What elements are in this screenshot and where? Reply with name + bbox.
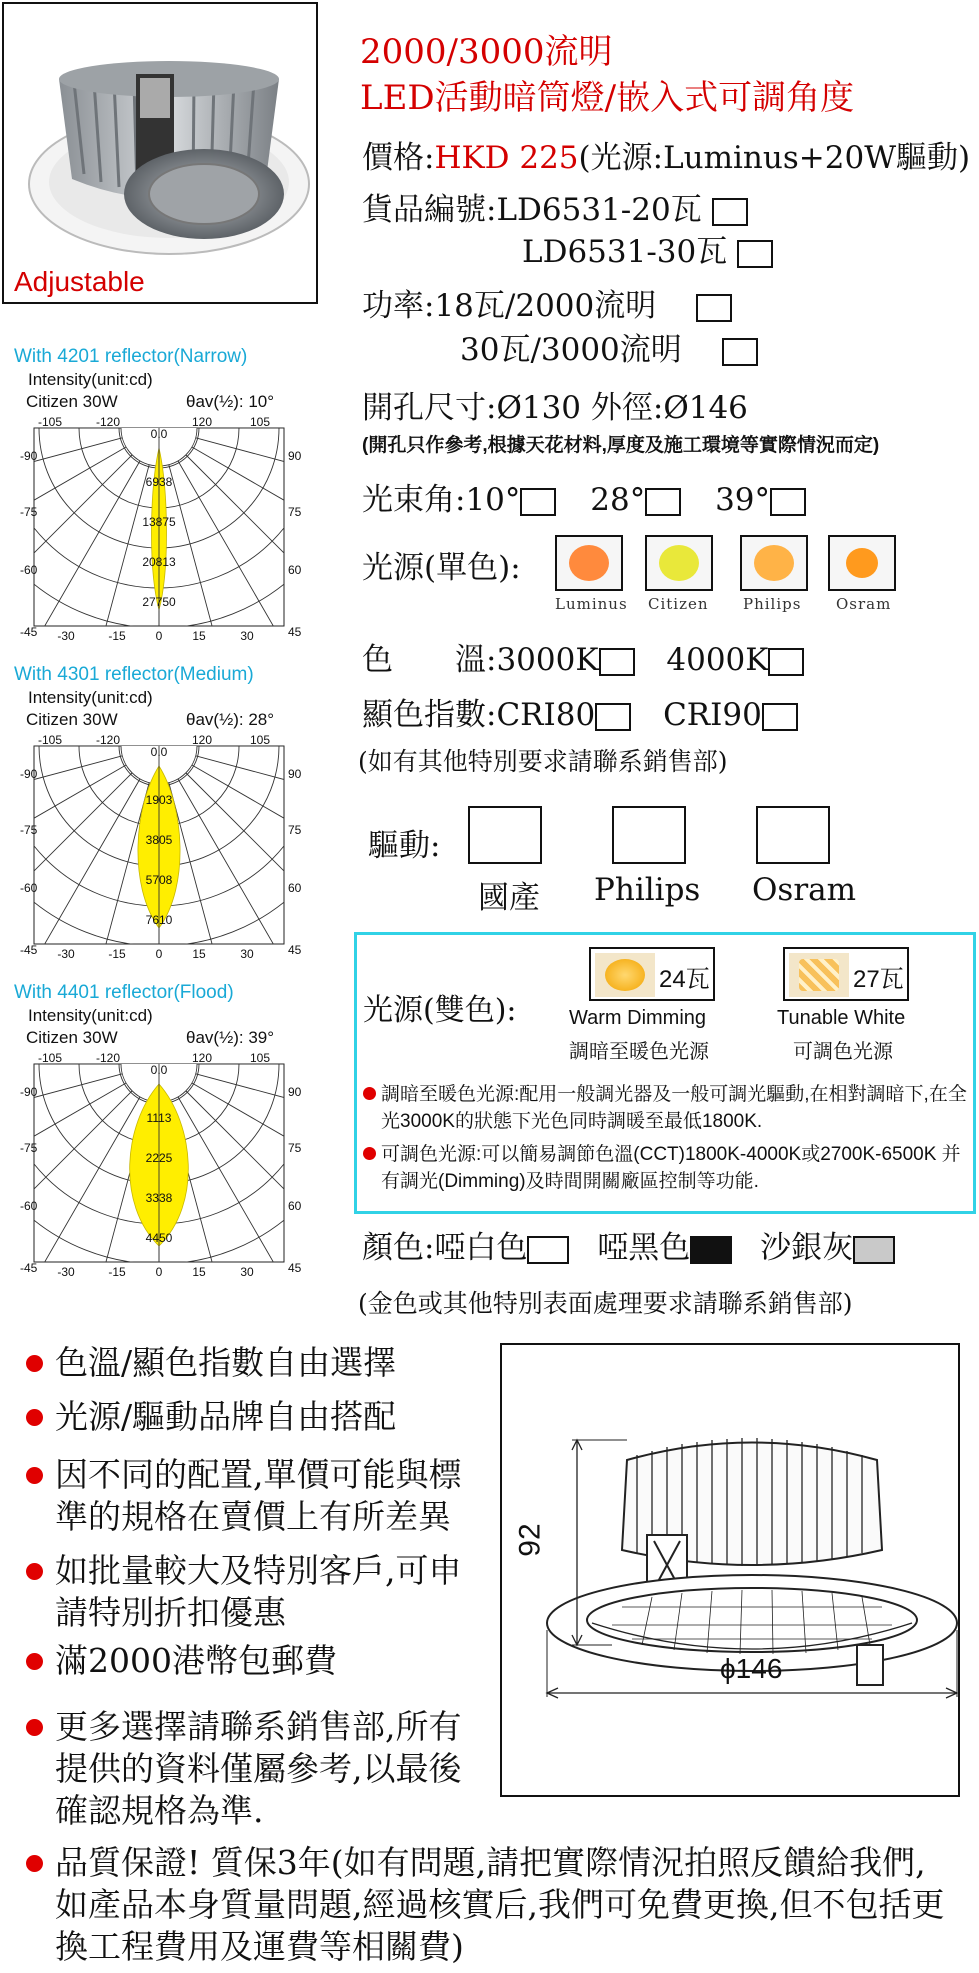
power-checkbox[interactable] bbox=[696, 294, 732, 322]
polar-ring-label: 0.0 bbox=[150, 427, 168, 441]
beam-option: 10° bbox=[465, 482, 521, 518]
price-value: HKD 225 bbox=[434, 140, 579, 176]
product-photo-frame bbox=[2, 2, 318, 304]
cct-option: 4000K bbox=[666, 642, 769, 678]
power-option: 18瓦/2000流明 bbox=[434, 288, 657, 324]
polar-bottom-tick: 15 bbox=[192, 629, 206, 643]
polar-bottom-tick: -15 bbox=[108, 947, 126, 961]
cct-checkbox[interactable] bbox=[768, 648, 804, 676]
polar-bottom-tick: 30 bbox=[240, 629, 254, 643]
feature-text: 滿2000港幣包郵費 bbox=[55, 1641, 337, 1680]
driver-checkbox-osram[interactable] bbox=[756, 806, 830, 864]
polar-intensity: Intensity(unit:cd) bbox=[28, 688, 153, 707]
polar-bottom-tick: 0 bbox=[155, 947, 163, 961]
feature-text: 因不同的配置,單價可能與標準的規格在賣價上有所差異 bbox=[55, 1455, 462, 1536]
polar-source: Citizen 30W bbox=[26, 392, 118, 411]
dual-chip-tunable-watt: 27瓦 bbox=[853, 966, 904, 993]
polar-top-tick: 120 bbox=[192, 734, 213, 747]
dual-source-label: 光源(雙色): bbox=[363, 993, 517, 1028]
color-checkbox-white[interactable] bbox=[527, 1236, 569, 1264]
chip-luminus[interactable] bbox=[555, 535, 623, 591]
polar-right-tick: 90 bbox=[288, 1085, 302, 1099]
polar-ring-label: 2225 bbox=[145, 1151, 173, 1165]
feature-text: 更多選擇請聯系銷售部,所有提供的資料僅屬參考,以最後確認規格為準. bbox=[55, 1707, 462, 1830]
cri-checkbox[interactable] bbox=[762, 703, 798, 731]
polar-ring-label: 3338 bbox=[145, 1191, 173, 1205]
cri-note: (如有其他特別要求請聯系銷售部) bbox=[358, 747, 728, 776]
polar-top-tick: 105 bbox=[250, 1052, 271, 1065]
feature-item bbox=[22, 1396, 462, 1438]
driver-label: 驅動: bbox=[368, 828, 441, 864]
power-option: 30瓦/3000流明 bbox=[460, 332, 682, 368]
color-option-black: 啞黑色 bbox=[597, 1230, 691, 1266]
polar-top-tick: 120 bbox=[192, 1052, 213, 1065]
polar-chart-block bbox=[0, 982, 320, 1282]
price-label: 價格: bbox=[362, 140, 435, 176]
beam-row bbox=[362, 480, 806, 520]
polar-top-tick: -120 bbox=[96, 416, 121, 429]
source-single-label: 光源(單色): bbox=[362, 550, 521, 586]
polar-left-tick: -60 bbox=[20, 881, 38, 895]
polar-left-tick: -45 bbox=[20, 943, 38, 957]
bullet-icon bbox=[363, 1087, 376, 1100]
power-label: 功率: bbox=[362, 288, 435, 324]
power-row-2 bbox=[460, 330, 758, 370]
polar-top-tick: -120 bbox=[96, 734, 121, 747]
color-checkbox-silver[interactable] bbox=[853, 1236, 895, 1264]
size-text: 開孔尺寸:Ø130 外徑:Ø146 bbox=[362, 390, 748, 426]
cri-row bbox=[362, 695, 798, 735]
polar-title: With 4401 reflector(Flood) bbox=[14, 982, 234, 1003]
polar-left-tick: -90 bbox=[20, 449, 38, 463]
driver-option-osram: Osram bbox=[752, 872, 857, 908]
polar-left-tick: -60 bbox=[20, 563, 38, 577]
polar-left-tick: -60 bbox=[20, 1199, 38, 1213]
cct-label: 色 溫: bbox=[362, 642, 497, 678]
technical-drawing bbox=[502, 1345, 958, 1795]
polar-bottom-tick: 0 bbox=[155, 1265, 163, 1279]
bullet-icon bbox=[26, 1467, 43, 1484]
polar-bottom-tick: -15 bbox=[108, 1265, 126, 1279]
chip-philips-label: Philips bbox=[743, 595, 802, 613]
feature-text: 如批量較大及特別客戶,可申請特別折扣優惠 bbox=[55, 1551, 462, 1632]
polar-right-tick: 90 bbox=[288, 449, 302, 463]
dual-chip-warm[interactable] bbox=[589, 947, 715, 1001]
dual-note-1-text: 調暗至暖色光源:配用一般調光器及一般可調光驅動,在相對調暗下,在全光3000K的狀態下光色同時調暖至最低1800K. bbox=[381, 1084, 967, 1132]
feature-item bbox=[22, 1342, 462, 1384]
chip-osram-label: Osram bbox=[836, 595, 892, 613]
feature-item bbox=[22, 1640, 477, 1682]
feature-item bbox=[22, 1454, 477, 1538]
chip-citizen-label: Citizen bbox=[648, 595, 709, 613]
feature-item bbox=[22, 1550, 477, 1634]
bullet-icon bbox=[26, 1653, 43, 1670]
polar-left-tick: -45 bbox=[20, 1261, 38, 1275]
polar-angle: θav(½): 10° bbox=[186, 392, 275, 411]
polar-ring-label: 3805 bbox=[145, 833, 173, 847]
feature-item bbox=[22, 1842, 972, 1968]
cri-label: 顯色指數: bbox=[362, 697, 497, 733]
polar-top-tick: 120 bbox=[192, 416, 213, 429]
item-no-option: LD6531-20瓦 bbox=[496, 192, 702, 228]
chip-philips[interactable] bbox=[740, 535, 808, 591]
polar-left-tick: -45 bbox=[20, 625, 38, 639]
polar-ring-label: 0.0 bbox=[150, 1063, 168, 1077]
polar-left-tick: -90 bbox=[20, 1085, 38, 1099]
polar-top-tick: -120 bbox=[96, 1052, 121, 1065]
item-no-row-1 bbox=[362, 190, 748, 230]
polar-ring-label: 13875 bbox=[142, 515, 176, 529]
dual-note-2 bbox=[363, 1141, 967, 1195]
photo-caption: Adjustable bbox=[14, 266, 145, 297]
bullet-icon bbox=[26, 1563, 43, 1580]
cct-checkbox[interactable] bbox=[599, 648, 635, 676]
price-note: (光源:Luminus+20W驅動) bbox=[578, 140, 971, 176]
item-no-checkbox[interactable] bbox=[712, 198, 748, 226]
polar-ring-label: 1113 bbox=[146, 1111, 172, 1125]
polar-angle: θav(½): 39° bbox=[186, 1028, 275, 1047]
color-checkbox-black[interactable] bbox=[690, 1236, 732, 1264]
bullet-icon bbox=[363, 1147, 376, 1160]
polar-ring-label: 1903 bbox=[145, 793, 173, 807]
color-label: 顏色: bbox=[362, 1230, 435, 1266]
dual-chip-tunable-en: Tunable White bbox=[777, 1007, 906, 1029]
color-option-silver: 沙銀灰 bbox=[760, 1230, 854, 1266]
driver-option-philips: Philips bbox=[594, 872, 701, 908]
polar-bottom-tick: -15 bbox=[108, 629, 126, 643]
polar-left-tick: -75 bbox=[20, 823, 38, 837]
beam-option: 28° bbox=[590, 482, 646, 518]
polar-bottom-tick: 30 bbox=[240, 1265, 254, 1279]
polar-bottom-tick: 0 bbox=[155, 629, 163, 643]
polar-right-tick: 45 bbox=[288, 943, 302, 957]
polar-top-tick: 105 bbox=[250, 416, 271, 429]
beam-label: 光束角: bbox=[362, 482, 466, 518]
polar-ring-label: 7610 bbox=[145, 913, 173, 927]
polar-ring-label: 5708 bbox=[145, 873, 173, 887]
polar-left-tick: -75 bbox=[20, 1141, 38, 1155]
polar-chart bbox=[20, 734, 310, 964]
chip-citizen[interactable] bbox=[645, 535, 713, 591]
polar-left-tick: -75 bbox=[20, 505, 38, 519]
beam-checkbox[interactable] bbox=[520, 488, 556, 516]
drawing-height-label: 92 bbox=[513, 1523, 547, 1557]
driver-option-domestic: 國產 bbox=[478, 880, 540, 916]
polar-ring-label: 27750 bbox=[142, 595, 176, 609]
feature-text: 品質保證! 質保3年(如有問題,請把實際情況拍照反饋給我們,如產品本身質量問題,經過核實后,我們可免費更換,但不包括更換工程費用及運費等相關費) bbox=[55, 1843, 945, 1966]
polar-right-tick: 90 bbox=[288, 767, 302, 781]
polar-top-tick: -105 bbox=[38, 734, 63, 747]
beam-checkbox[interactable] bbox=[770, 488, 806, 516]
polar-title: With 4201 reflector(Narrow) bbox=[14, 346, 248, 367]
driver-checkbox-domestic[interactable] bbox=[468, 806, 542, 864]
polar-chart-block bbox=[0, 664, 320, 964]
polar-ring-label: 20813 bbox=[142, 555, 176, 569]
color-option-white: 啞白色 bbox=[434, 1230, 528, 1266]
polar-angle: θav(½): 28° bbox=[186, 710, 275, 729]
size-note: (開孔只作參考,根據天花材料,厚度及施工環境等實際情況而定) bbox=[362, 435, 880, 456]
feature-item bbox=[22, 1706, 462, 1832]
polar-right-tick: 45 bbox=[288, 625, 302, 639]
polar-source: Citizen 30W bbox=[26, 710, 118, 729]
polar-right-tick: 60 bbox=[288, 563, 302, 577]
cri-option: CRI80 bbox=[496, 697, 596, 733]
dual-chip-warm-en: Warm Dimming bbox=[569, 1007, 707, 1029]
polar-intensity: Intensity(unit:cd) bbox=[28, 370, 153, 389]
item-no-option: LD6531-30瓦 bbox=[522, 234, 728, 270]
cri-checkbox[interactable] bbox=[595, 703, 631, 731]
dual-chip-tunable-zh: 可調色光源 bbox=[793, 1039, 893, 1063]
polar-chart-block bbox=[0, 346, 320, 646]
polar-bottom-tick: 30 bbox=[240, 947, 254, 961]
dual-note-2-text: 可調色光源:可以簡易調節色溫(CCT)1800K-4000K或2700K-6500K 并有調光(Dimming)及時間開關廠區控制等功能. bbox=[381, 1144, 961, 1192]
polar-bottom-tick: -30 bbox=[57, 1265, 75, 1279]
dual-source-panel bbox=[354, 932, 976, 1214]
polar-chart bbox=[20, 1052, 310, 1282]
product-title-line1: 2000/3000流明 bbox=[360, 32, 613, 72]
chip-luminus-label: Luminus bbox=[555, 595, 628, 613]
bullet-icon bbox=[26, 1355, 43, 1372]
polar-bottom-tick: 15 bbox=[192, 947, 206, 961]
polar-source: Citizen 30W bbox=[26, 1028, 118, 1047]
polar-title: With 4301 reflector(Medium) bbox=[14, 664, 254, 685]
dual-chip-warm-watt: 24瓦 bbox=[659, 966, 710, 993]
bullet-icon bbox=[26, 1855, 43, 1872]
product-title-line2: LED活動暗筒燈/嵌入式可調角度 bbox=[360, 78, 855, 118]
polar-left-tick: -90 bbox=[20, 767, 38, 781]
driver-checkbox-philips[interactable] bbox=[612, 806, 686, 864]
chip-osram[interactable] bbox=[828, 535, 896, 591]
power-checkbox[interactable] bbox=[722, 338, 758, 366]
technical-drawing-frame bbox=[500, 1343, 960, 1797]
product-photo bbox=[4, 4, 316, 302]
dual-chip-tunable[interactable] bbox=[783, 947, 909, 1001]
beam-option: 39° bbox=[715, 482, 771, 518]
power-row-1 bbox=[362, 286, 732, 326]
cct-option: 3000K bbox=[496, 642, 599, 678]
cct-row bbox=[362, 640, 804, 680]
bullet-icon bbox=[26, 1409, 43, 1426]
color-note: (金色或其他特別表面處理要求請聯系銷售部) bbox=[358, 1289, 853, 1318]
item-no-checkbox[interactable] bbox=[737, 240, 773, 268]
polar-right-tick: 75 bbox=[288, 505, 302, 519]
polar-top-tick: -105 bbox=[38, 416, 63, 429]
polar-top-tick: 105 bbox=[250, 734, 271, 747]
feature-text: 色溫/顯色指數自由選擇 bbox=[55, 1343, 397, 1382]
polar-right-tick: 60 bbox=[288, 1199, 302, 1213]
drawing-diameter-label: ϕ146 bbox=[720, 1653, 783, 1684]
bullet-icon bbox=[26, 1719, 43, 1736]
item-no-row-2 bbox=[522, 232, 773, 272]
color-row bbox=[362, 1228, 895, 1268]
price-row bbox=[362, 138, 970, 178]
cri-option: CRI90 bbox=[663, 697, 762, 733]
polar-bottom-tick: -30 bbox=[57, 629, 75, 643]
polar-right-tick: 75 bbox=[288, 823, 302, 837]
polar-chart bbox=[20, 416, 310, 646]
polar-right-tick: 45 bbox=[288, 1261, 302, 1275]
polar-top-tick: -105 bbox=[38, 1052, 63, 1065]
polar-bottom-tick: 15 bbox=[192, 1265, 206, 1279]
dual-chip-warm-zh: 調暗至暖色光源 bbox=[569, 1039, 709, 1063]
polar-ring-label: 0.0 bbox=[150, 745, 168, 759]
polar-intensity: Intensity(unit:cd) bbox=[28, 1006, 153, 1025]
polar-ring-label: 6938 bbox=[145, 475, 173, 489]
dual-note-1 bbox=[363, 1081, 967, 1135]
beam-checkbox[interactable] bbox=[645, 488, 681, 516]
polar-bottom-tick: -30 bbox=[57, 947, 75, 961]
feature-text: 光源/驅動品牌自由搭配 bbox=[55, 1397, 397, 1436]
polar-ring-label: 4450 bbox=[145, 1231, 173, 1245]
polar-right-tick: 75 bbox=[288, 1141, 302, 1155]
polar-right-tick: 60 bbox=[288, 881, 302, 895]
item-no-label: 貨品編號: bbox=[362, 192, 497, 228]
